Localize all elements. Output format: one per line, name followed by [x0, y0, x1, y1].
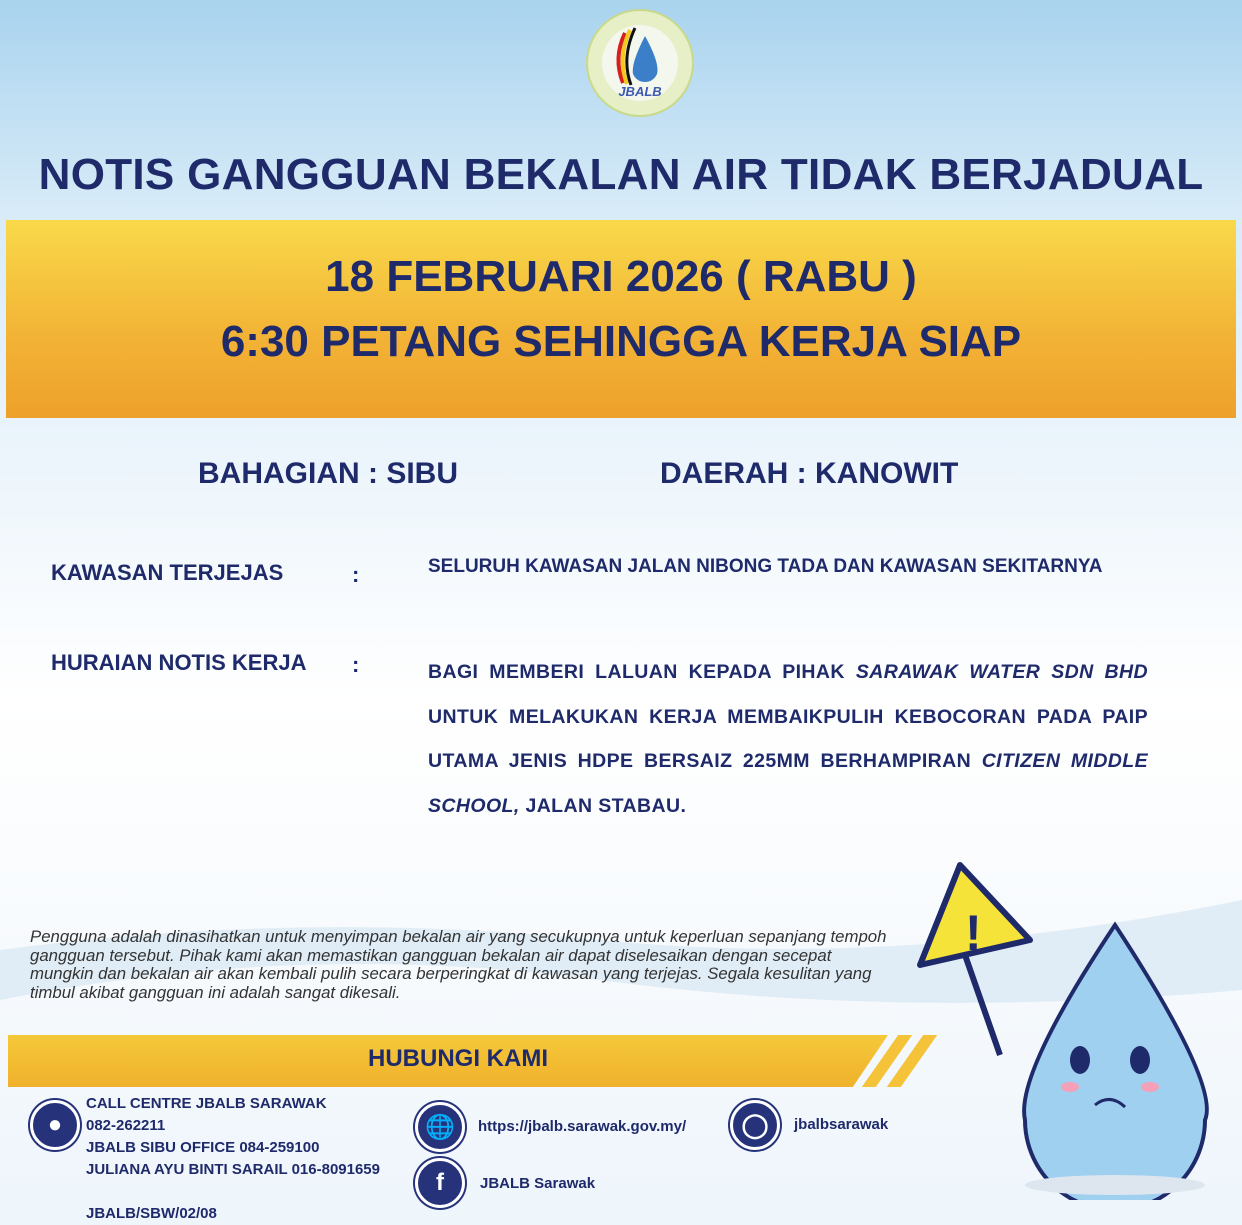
description-text	[428, 650, 1148, 828]
user-icon: ●	[30, 1100, 80, 1150]
notice-time: 6:30 PETANG SEHINGGA KERJA SIAP	[220, 317, 1022, 366]
call-centre-phone[interactable]: 082-262211	[86, 1117, 166, 1134]
contact-heading: HUBUNGI KAMI	[368, 1045, 548, 1072]
officer-phone[interactable]: JULIANA AYU BINTI SARAIL 016-8091659	[86, 1161, 380, 1178]
facebook-link[interactable]: JBALB Sarawak	[480, 1175, 596, 1192]
desc-part: BAGI MEMBERI LALUAN KEPADA PIHAK	[428, 661, 856, 683]
description-colon: :	[352, 652, 360, 677]
facebook-icon: f	[415, 1158, 465, 1208]
call-centre: CALL CENTRE JBALB SARAWAK	[86, 1095, 327, 1112]
school-name: CITIZEN MIDDLE SCHOOL,	[428, 750, 1149, 817]
bahagian: BAHAGIAN : SIBU	[198, 457, 458, 490]
jbalb-logo	[585, 8, 695, 118]
globe-icon: 🌐	[415, 1102, 465, 1152]
company-name: SARAWAK WATER SDN BHD	[855, 661, 1148, 683]
desc-part: UNTUK MELAKUKAN KERJA MEMBAIKPULIH KEBOCORAN PADA PAIP UTAMA JENIS HDPE BERSAIZ 225MM BERHAMPIRAN	[428, 705, 1148, 772]
notice-date: 18 FEBRUARI 2026 ( RABU )	[325, 252, 917, 301]
svg-text:!: !	[965, 905, 982, 961]
contact-lines	[86, 1093, 380, 1181]
affected-label: KAWASAN TERJEJAS	[51, 560, 284, 585]
desc-part: JALAN STABAU.	[519, 794, 687, 817]
water-drop-mascot	[890, 855, 1230, 1200]
page-title: NOTIS GANGGUAN BEKALAN AIR TIDAK BERJADUAL	[38, 150, 1204, 199]
sibu-office-phone[interactable]: JBALB SIBU OFFICE 084-259100	[86, 1139, 320, 1156]
website-link[interactable]: https://jbalb.sarawak.gov.my/	[478, 1118, 687, 1135]
affected-value: SELURUH KAWASAN JALAN NIBONG TADA DAN KAWASAN SEKITARNYA	[428, 556, 1103, 577]
description-label: HURAIAN NOTIS KERJA	[51, 650, 307, 675]
disclaimer: Pengguna adalah dinasihatkan untuk menyimpan bekalan air yang secukupnya untuk keperluan sepanjang tempoh gangguan tersebut. Pihak kami akan memastikan gangguan bekalan air dapat diselesaikan dengan secepat mungkin dan bekalan air akan kembali pulih secara berperingkat di kawasan yang terjejas. Segala kesulitan yang timbul akibat gangguan ini adalah sangat dikesali.	[30, 927, 887, 1002]
daerah: DAERAH : KANOWIT	[660, 457, 959, 490]
affected-colon: :	[352, 562, 360, 587]
instagram-link[interactable]: jbalbsarawak	[794, 1116, 889, 1133]
reference-number: JBALB/SBW/02/08	[86, 1205, 217, 1222]
instagram-icon: ◯	[730, 1100, 780, 1150]
svg-text:JBALB: JBALB	[618, 84, 662, 99]
